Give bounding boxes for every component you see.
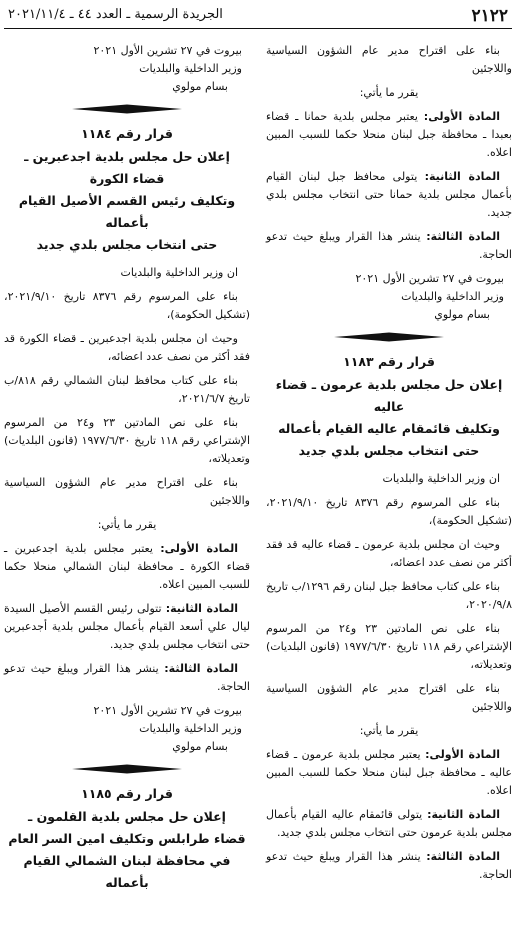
right-column — [266, 42, 512, 890]
article-text: تتولى رئيس القسم الأصيل السيدة ليال علي أسعد القيام بأعمال مجلس بلدية أجدعبرين حتى انتخاب مجلس بلدي جديد. — [4, 602, 250, 651]
article — [4, 600, 250, 654]
article — [266, 108, 512, 162]
paragraph: بناء على اقتراح مدير عام الشؤون السياسية واللاجئين — [266, 682, 512, 713]
heading-line: حتى انتخاب مجلس بلدي جديد — [36, 237, 218, 252]
article-label: المادة الأولى: — [423, 110, 500, 123]
article — [266, 746, 512, 800]
heading-line: إعلان حل مجلس بلدية اجدعبرين ـ — [24, 149, 230, 164]
running-head: الجريدة الرسمية ـ العدد ٤٤ ـ ٢٠٢١/١١/٤ — [8, 7, 223, 22]
heading-line: إعلان حل مجلس بلدية القلمون ـ — [28, 809, 226, 824]
signature-name: بسام مولوي — [172, 80, 228, 93]
divider-ornament-icon — [334, 332, 444, 342]
article-text: ينشر هذا القرار ويبلغ حيث تدعو الحاجة. — [266, 230, 512, 261]
article — [266, 168, 512, 222]
page-number: ٢١٢٢ — [471, 6, 508, 26]
decision-heading — [4, 806, 250, 894]
signature-place-date: بيروت في ٢٧ تشرين الأول ٢٠٢١ — [355, 272, 504, 285]
signature-name: بسام مولوي — [434, 308, 490, 321]
heading-line: وتكليف قائمقام عاليه القيام بأعماله — [278, 421, 500, 436]
paragraph: بناء على المرسوم رقم ٨٣٧٦ تاريخ ٢٠٢١/٩/١٠، (تشكيل الحكومة)، — [4, 290, 250, 321]
article-label: المادة الثانية: — [165, 602, 238, 615]
article — [4, 660, 250, 696]
paragraph: ان وزير الداخلية والبلديات — [120, 266, 238, 279]
decides-line: يقرر ما يأتي: — [359, 86, 419, 99]
article-text: يتولى محافظ جبل لبنان القيام بأعمال مجلس بلدية حمانا حتى انتخاب مجلس بلدي جديد. — [266, 170, 512, 219]
paragraph: بناء على نص المادتين ٢٣ و٢٤ من المرسوم الإشتراعي رقم ١١٨ تاريخ ١٩٧٧/٦/٣٠ (قانون البلديات) وتعديلاته، — [266, 622, 512, 671]
left-column — [4, 42, 250, 902]
decides-line: يقرر ما يأتي: — [97, 518, 157, 531]
divider-ornament-icon — [72, 764, 182, 774]
decision-heading — [266, 374, 512, 462]
article-text: يعتبر مجلس بلدية عرمون ـ قضاء عاليه ـ محافظة جبل لبنان منحلا حكما للسبب المبين اعلاه. — [266, 748, 512, 797]
paragraph: بناء على كتاب محافظ جبل لبنان رقم ١٢٩٦/ب تاريخ ٢٠٢٠/٩/٨، — [266, 580, 512, 611]
signature-title: وزير الداخلية والبلديات — [139, 62, 242, 75]
decision-number: قرار رقم ١١٨٥ — [81, 786, 173, 801]
paragraph: وحيث ان مجلس بلدية اجدعبرين ـ قضاء الكورة قد فقد أكثر من نصف عدد اعضائه، — [4, 332, 250, 363]
heading-line: في محافظة لبنان الشمالي القيام بأعماله — [23, 853, 231, 890]
article-label: المادة الثانية: — [427, 808, 500, 821]
article-text: يعتبر مجلس بلدية حمانا ـ قضاء بعبدا ـ محافظة جبل لبنان منحلا حكما للسبب المبين اعلاه. — [266, 110, 512, 159]
article-text: ينشر هذا القرار ويبلغ حيث تدعو الحاجة. — [4, 662, 250, 693]
article-text: ينشر هذا القرار ويبلغ حيث تدعو الحاجة. — [266, 850, 512, 881]
page-header — [4, 6, 512, 29]
paragraph: بناء على كتاب محافظ لبنان الشمالي رقم ٨١٨/ب تاريخ ٢٠٢١/٦/٧، — [4, 374, 250, 405]
paragraph: بناء على المرسوم رقم ٨٣٧٦ تاريخ ٢٠٢١/٩/١٠، (تشكيل الحكومة)، — [266, 496, 512, 527]
paragraph: وحيث ان مجلس بلدية عرمون ـ قضاء عاليه قد فقد أكثر من نصف عدد اعضائه، — [266, 538, 512, 569]
article-label: المادة الثالثة: — [164, 662, 238, 675]
paragraph: بناء على اقتراح مدير عام الشؤون السياسية واللاجئين — [4, 476, 250, 507]
heading-line: إعلان حل مجلس بلدية عرمون ـ قضاء عاليه — [275, 377, 503, 414]
article-label: المادة الأولى: — [160, 542, 238, 555]
divider-ornament-icon — [72, 104, 182, 114]
heading-line: وتكليف رئيس القسم الأصيل القيام بأعماله — [18, 193, 236, 230]
signature-name: بسام مولوي — [172, 740, 228, 753]
article — [266, 806, 512, 842]
article-label: المادة الثانية: — [424, 170, 500, 183]
paragraph: بناء على نص المادتين ٢٣ و٢٤ من المرسوم الإشتراعي رقم ١١٨ تاريخ ١٩٧٧/٦/٣٠ (قانون البلديات) وتعديلاته، — [4, 416, 250, 465]
decision-number: قرار رقم ١١٨٣ — [343, 354, 435, 369]
decision-number: قرار رقم ١١٨٤ — [81, 126, 173, 141]
decides-line: يقرر ما يأتي: — [359, 724, 419, 737]
heading-line: قضاء الكورة — [89, 171, 165, 186]
article-label: المادة الأولى: — [425, 748, 500, 761]
article-label: المادة الثالثة: — [426, 230, 500, 243]
signature-title: وزير الداخلية والبلديات — [401, 290, 504, 303]
decision-heading — [4, 146, 250, 256]
article — [4, 540, 250, 594]
heading-line: حتى انتخاب مجلس بلدي جديد — [298, 443, 480, 458]
signature-place-date: بيروت في ٢٧ تشرين الأول ٢٠٢١ — [93, 704, 242, 717]
paragraph: ان وزير الداخلية والبلديات — [382, 472, 500, 485]
article — [266, 228, 512, 264]
article-label: المادة الثالثة: — [426, 850, 500, 863]
article — [266, 848, 512, 884]
paragraph: بناء على اقتراح مدير عام الشؤون السياسية واللاجئين — [266, 44, 512, 75]
signature-place-date: بيروت في ٢٧ تشرين الأول ٢٠٢١ — [93, 44, 242, 57]
heading-line: قضاء طرابلس وتكليف امين السر العام — [8, 831, 246, 846]
article-text: يتولى قائمقام عاليه القيام بأعمال مجلس بلدية عرمون حتى انتخاب مجلس بلدي جديد. — [266, 808, 512, 839]
article-text: يعتبر مجلس بلدية اجدعبرين ـ قضاء الكورة ـ محافظة لبنان الشمالي منحلا حكما للسبب المبين اعلاه. — [4, 542, 250, 591]
signature-title: وزير الداخلية والبلديات — [139, 722, 242, 735]
